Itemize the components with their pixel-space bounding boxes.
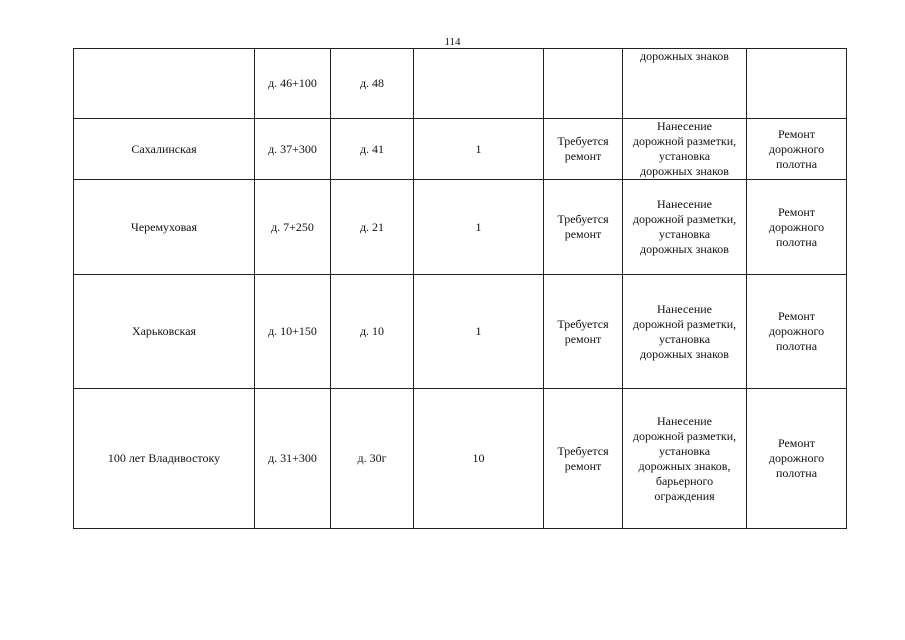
table-row [74, 389, 847, 529]
street-cell [74, 49, 255, 119]
repair-cell: Ремонт дорожного полотна [747, 119, 847, 180]
count-cell: 10 [414, 389, 544, 529]
works-cell: Нанесение дорожной разметки, установка дорожных знаков [623, 180, 747, 275]
table-row [74, 49, 847, 119]
count-cell [414, 49, 544, 119]
to-address-cell: д. 30г [331, 389, 414, 529]
to-address-cell: д. 48 [331, 49, 414, 119]
status-cell: Требуется ремонт [544, 275, 623, 389]
street-cell: Черемуховая [74, 180, 255, 275]
repair-cell [747, 49, 847, 119]
to-address-cell: д. 10 [331, 275, 414, 389]
count-cell: 1 [414, 119, 544, 180]
to-address-cell: д. 21 [331, 180, 414, 275]
to-address-cell: д. 41 [331, 119, 414, 180]
table-row [74, 275, 847, 389]
from-address-cell: д. 31+300 [255, 389, 331, 529]
page-number: 114 [444, 36, 461, 48]
table-row [74, 180, 847, 275]
street-cell: Сахалинская [74, 119, 255, 180]
from-address-cell: д. 37+300 [255, 119, 331, 180]
status-cell: Требуется ремонт [544, 119, 623, 180]
works-cell: Нанесение дорожной разметки, установка дорожных знаков [623, 275, 747, 389]
from-address-cell: д. 46+100 [255, 49, 331, 119]
repair-cell: Ремонт дорожного полотна [747, 389, 847, 529]
from-address-cell: д. 10+150 [255, 275, 331, 389]
status-cell: Требуется ремонт [544, 180, 623, 275]
street-cell: Харьковская [74, 275, 255, 389]
status-cell [544, 49, 623, 119]
count-cell: 1 [414, 275, 544, 389]
from-address-cell: д. 7+250 [255, 180, 331, 275]
works-cell: Нанесение дорожной разметки, установка дорожных знаков [623, 119, 747, 180]
street-cell: 100 лет Владивостоку [74, 389, 255, 529]
road-works-table [73, 48, 847, 529]
table-row [74, 119, 847, 180]
works-cell: дорожных знаков [623, 49, 747, 119]
count-cell: 1 [414, 180, 544, 275]
repair-cell: Ремонт дорожного полотна [747, 275, 847, 389]
status-cell: Требуется ремонт [544, 389, 623, 529]
works-cell: Нанесение дорожной разметки, установка дорожных знаков, барьерного ограждения [623, 389, 747, 529]
repair-cell: Ремонт дорожного полотна [747, 180, 847, 275]
